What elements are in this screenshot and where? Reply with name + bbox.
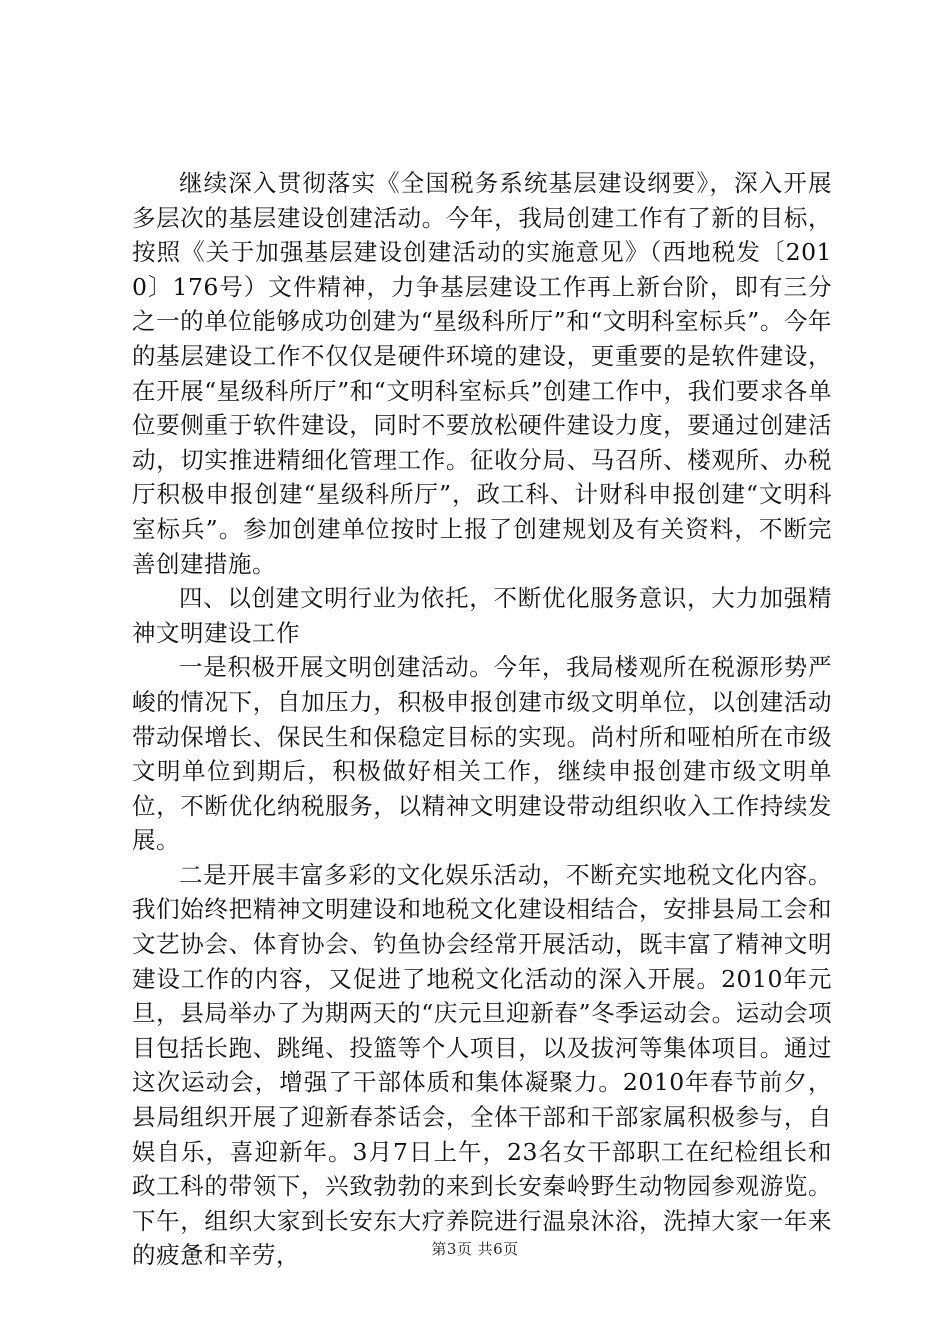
section-heading-four: 四、以创建文明行业为依托，不断优化服务意识，大力加强精神文明建设工作 bbox=[132, 584, 832, 647]
paragraph-cultural-activities: 二是开展丰富多彩的文化娱乐活动，不断充实地税文化内容。我们始终把精神文明建设和地税文化建设相结合，安排县局工会和文艺协会、体育协会、钓鱼协会经常开展活动，既丰富了精神文明建设工作的内容，又促进了地税文化活动的深入开展。2010年元旦，县局举办了为期两天的“庆元旦迎新春”冬季运动会。运动会项目包括长跑、跳绳、投篮等个人项目，以及拔河等集体项目。通过这次运动会，增强了干部体质和集体凝聚力。2010年春节前夕，县局组织开展了迎新春茶话会，全体干部和干部家属积极参与，自娱自乐，喜迎新年。3月7日上午，23名女干部职工在纪检组长和政工科的带领下，兴致勃勃的来到长安秦岭野生动物园参观游览。下午，组织大家到长安东大疗养院进行温泉沐浴，洗掉大家一年来的疲惫和辛劳， bbox=[132, 860, 832, 1270]
document-body bbox=[132, 166, 832, 1273]
paragraph-grassroots-construction: 继续深入贯彻落实《全国税务系统基层建设纲要》，深入开展多层次的基层建设创建活动。今年，我局创建工作有了新的目标，按照《关于加强基层建设创建活动的实施意见》（西地税发〔2010〕176号）文件精神，力争基层建设工作再上新台阶，即有三分之一的单位能够成功创建为“星级科所厅”和“文明科室标兵”。今年的基层建设工作不仅仅是硬件环境的建设，更重要的是软件建设，在开展“星级科所厅”和“文明科室标兵”创建工作中，我们要求各单位要侧重于软件建设，同时不要放松硬件建设力度，要通过创建活动，切实推进精细化管理工作。征收分局、马召所、楼观所、办税厅积极申报创建“星级科所厅”，政工科、计财科申报创建“文明科室标兵”。参加创建单位按时上报了创建规划及有关资料，不断完善创建措施。 bbox=[132, 169, 832, 578]
paragraph-civilization-creation: 一是积极开展文明创建活动。今年，我局楼观所在税源形势严峻的情况下，自加压力，积极申报创建市级文明单位，以创建活动带动保增长、保民生和保稳定目标的实现。尚村所和哑柏所在市级文明单位到期后，积极做好相关工作，继续申报创建市级文明单位，不断优化纳税服务，以精神文明建设带动组织收入工作持续发展。 bbox=[132, 653, 832, 855]
page-footer: 第3页 共6页 bbox=[431, 1240, 519, 1258]
